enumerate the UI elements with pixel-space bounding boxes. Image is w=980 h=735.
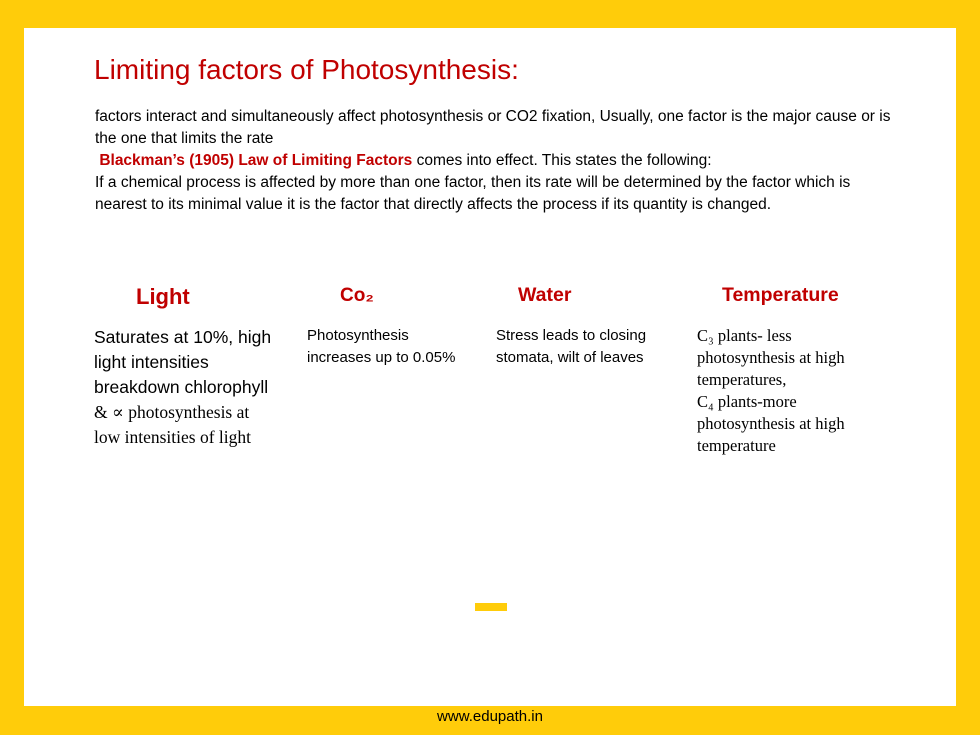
- factor-heading-co2: Co₂: [340, 285, 374, 306]
- slide-title: Limiting factors of Photosynthesis:: [94, 54, 519, 85]
- factor-heading-light: Light: [136, 284, 190, 309]
- intro-text: [95, 106, 895, 216]
- factor-body-water: [496, 325, 646, 369]
- intro-paragraph-3: If a chemical process is affected by more than one factor, then its rate will be determined by the factor which is nearest to its minimal value it is the factor that directly affects the process if its quantity is changed.: [95, 174, 851, 213]
- light-line: & ∝ photosynthesis at: [94, 402, 250, 422]
- factor-body-light: [94, 325, 271, 450]
- co2-line: Photosynthesis: [307, 327, 409, 344]
- temperature-line: C₃ plants- less: [697, 326, 792, 345]
- light-line: Saturates at 10%, high: [94, 327, 272, 347]
- temperature-line: photosynthesis at high: [697, 414, 845, 433]
- temperature-line: temperatures,: [697, 370, 787, 389]
- factor-body-temperature: [697, 325, 845, 457]
- law-name: Blackman’s (1905) Law of Limiting Factors: [99, 152, 413, 169]
- co2-line: increases up to 0.05%: [307, 349, 456, 366]
- intro-paragraph-1: factors interact and simultaneously affect photosynthesis or CO2 fixation, Usually, one factor is the major cause or is the one that limits the rate: [95, 108, 891, 147]
- factor-heading-temperature: Temperature: [722, 284, 839, 306]
- footer-website: www.edupath.in: [437, 708, 543, 725]
- temperature-line: photosynthesis at high: [697, 348, 845, 367]
- light-line: low intensities of light: [94, 427, 252, 447]
- temperature-line: C₄ plants-more: [697, 392, 797, 411]
- intro-paragraph-2: [95, 150, 895, 172]
- water-line: Stress leads to closing: [496, 327, 647, 344]
- decorative-dash: [475, 603, 507, 611]
- factor-body-co2: [307, 325, 455, 369]
- water-line: stomata, wilt of leaves: [496, 349, 644, 366]
- light-line: light intensities: [94, 352, 209, 372]
- temperature-line: temperature: [697, 436, 776, 455]
- factor-heading-water: Water: [518, 284, 572, 306]
- light-line: breakdown chlorophyll: [94, 377, 269, 397]
- law-description: comes into effect. This states the following:: [412, 152, 712, 169]
